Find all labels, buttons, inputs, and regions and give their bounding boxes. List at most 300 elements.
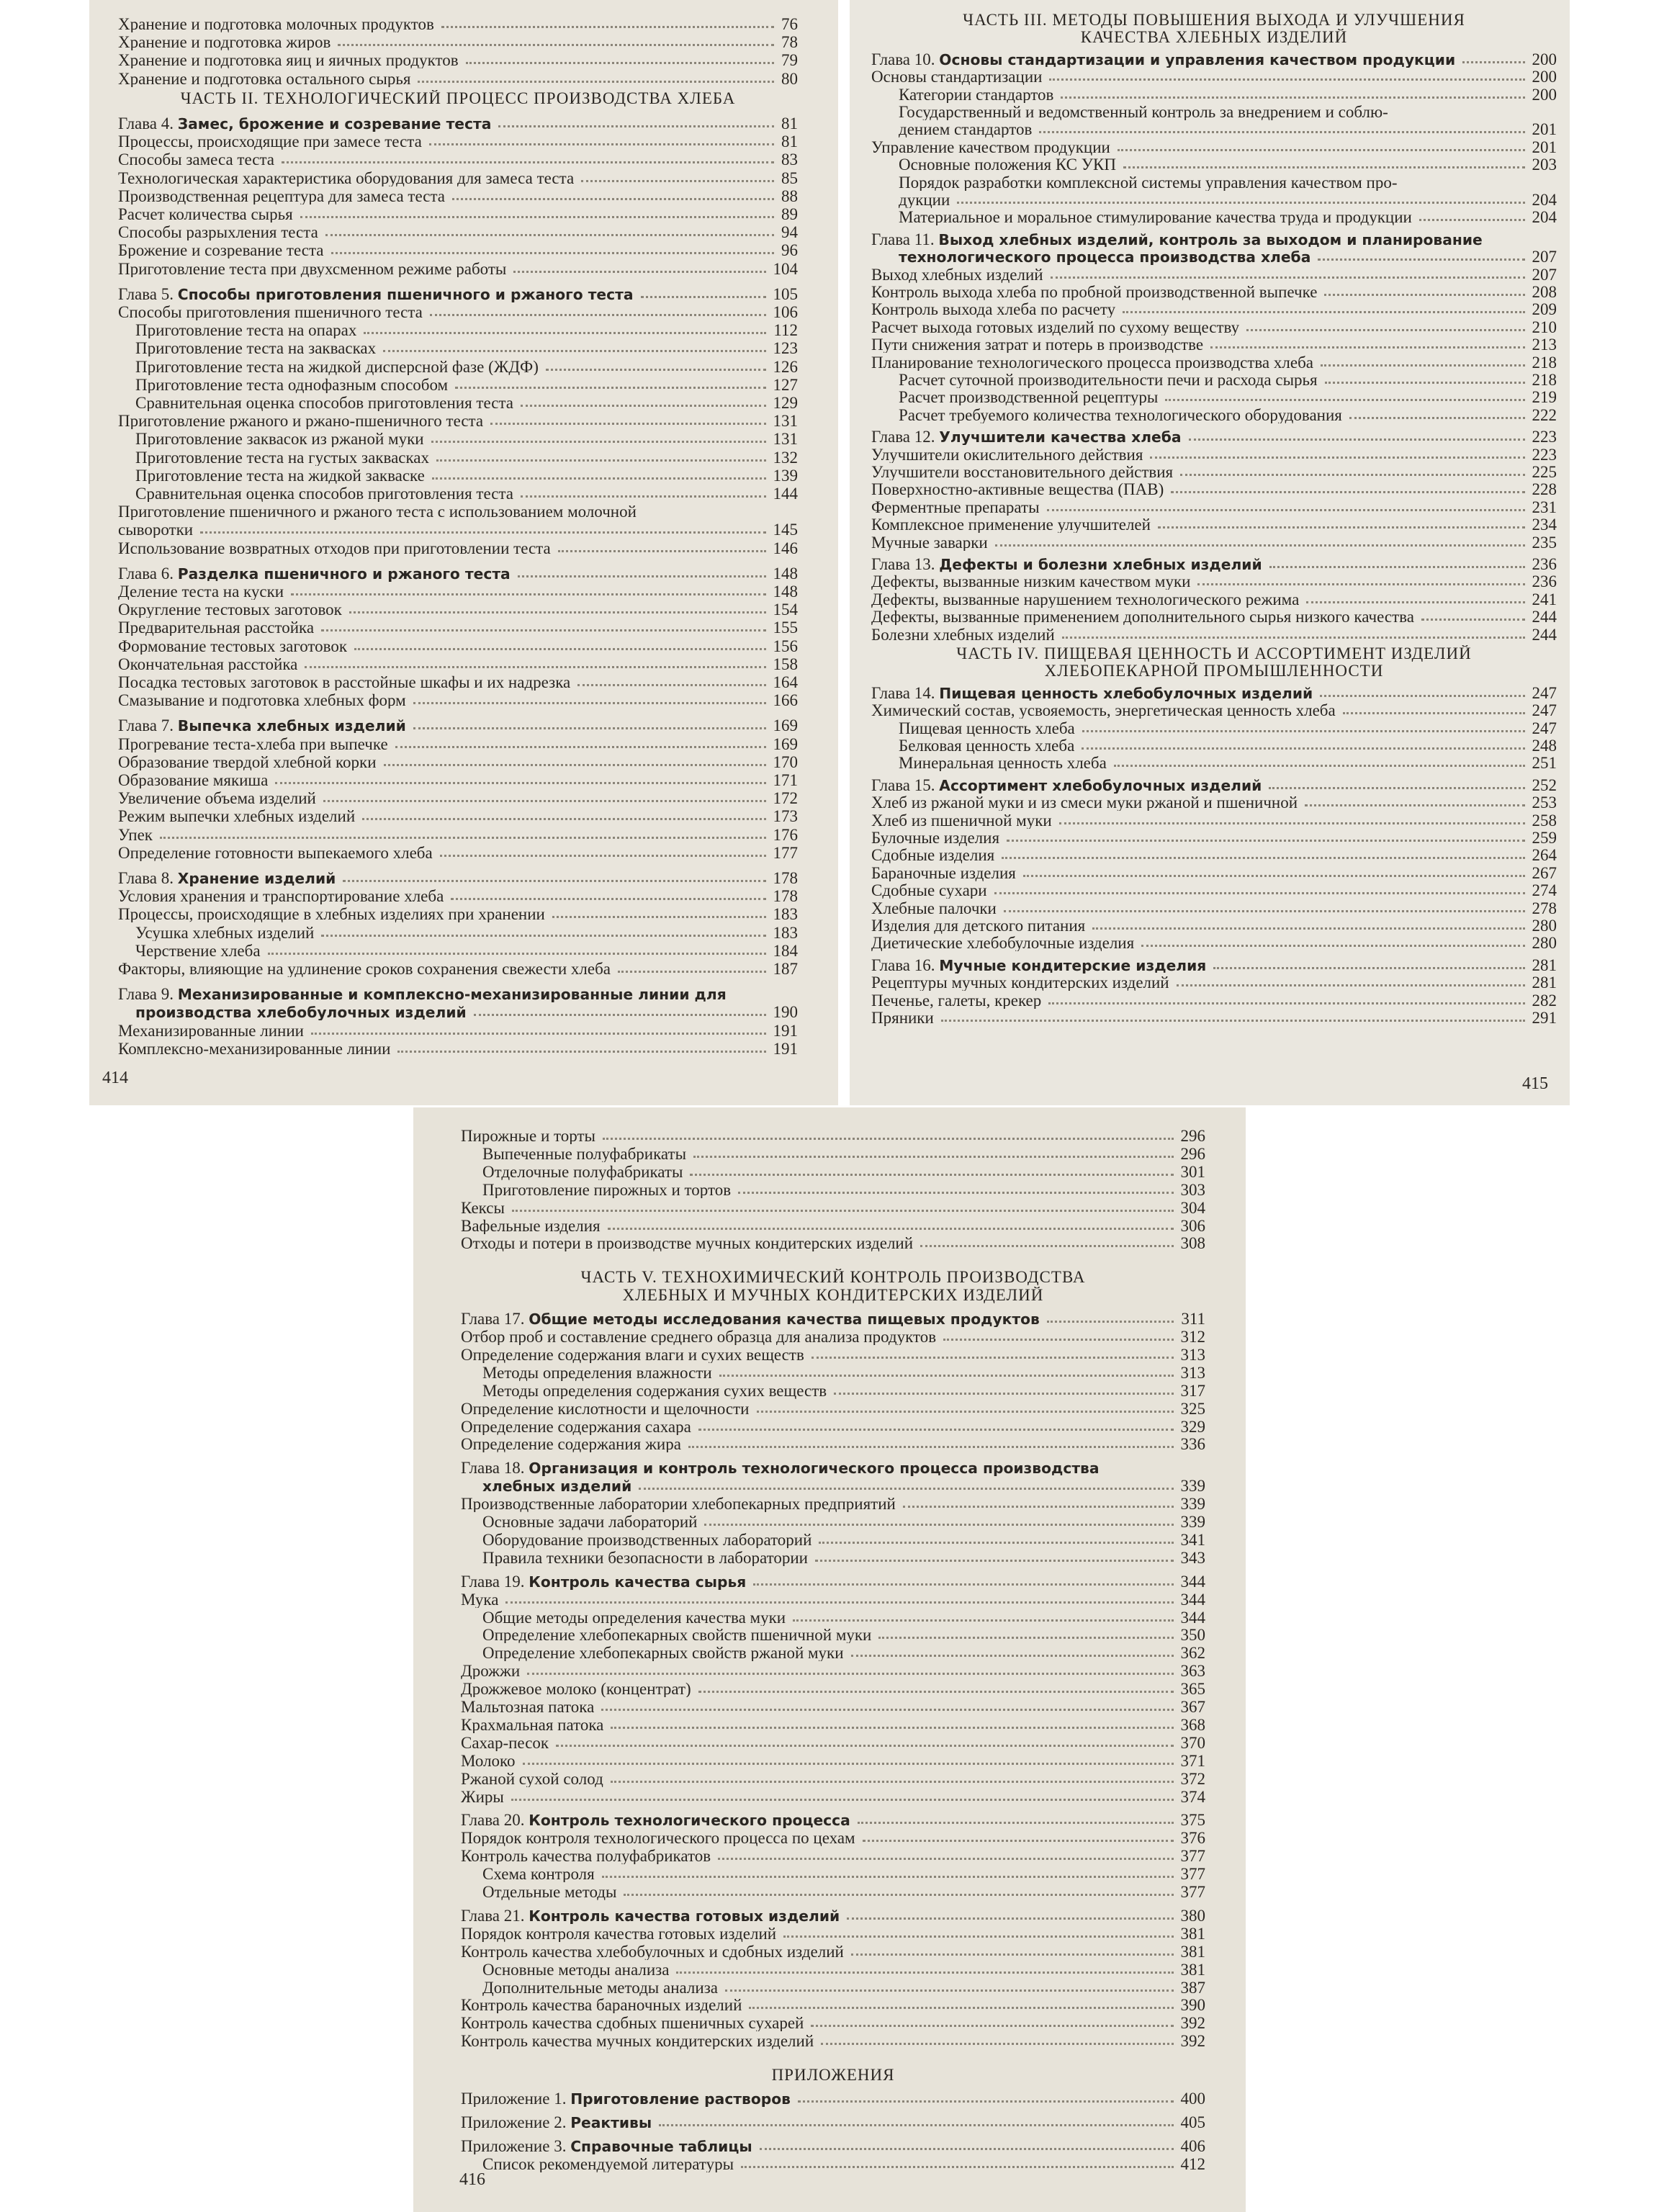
toc-entry xyxy=(135,925,798,941)
entry-title: Факторы, влияющие на удлинение сроков сохранения свежести хлеба xyxy=(118,961,611,977)
dot-leader xyxy=(611,1727,1173,1729)
page-ref: 156 xyxy=(773,637,798,655)
chapter-entry xyxy=(118,286,798,302)
entry-title: Правила техники безопасности в лаборатории xyxy=(482,1549,808,1566)
chapter-label: Приложение 1. xyxy=(461,2090,567,2107)
section-heading xyxy=(461,1269,1205,1285)
entry-title: Отбор проб и составление среднего образца для анализа продуктов xyxy=(461,1328,937,1345)
chapter-label: Глава 11. xyxy=(871,230,935,248)
page-ref: 170 xyxy=(773,752,798,771)
chapter-entry xyxy=(461,2114,1205,2131)
page-ref: 368 xyxy=(1180,1715,1205,1734)
toc-entry xyxy=(871,794,1557,811)
dot-leader xyxy=(1325,382,1525,384)
entry-title: Порядок контроля технологического процесса по цехам xyxy=(461,1830,855,1847)
toc-entry xyxy=(135,395,798,411)
dot-leader xyxy=(160,837,766,839)
dot-leader xyxy=(641,296,766,298)
page-ref: 234 xyxy=(1532,516,1557,534)
entry-title: Вафельные изделия xyxy=(461,1217,601,1234)
dot-leader xyxy=(505,1601,1173,1604)
entry-title xyxy=(135,1004,467,1020)
entry-title: Приготовление ржаного и ржано-пшеничного теста xyxy=(118,413,484,430)
entry-title xyxy=(461,2114,652,2131)
page-ref: 247 xyxy=(1532,701,1557,720)
entry-title: Контроль выхода хлеба по пробной производственной выпечке xyxy=(871,284,1318,300)
dot-leader xyxy=(1189,439,1525,441)
entry-title: Контроль качества бараночных изделий xyxy=(461,1997,742,2014)
toc-entry xyxy=(482,1884,1205,1900)
dot-leader xyxy=(384,764,766,766)
page-ref: 390 xyxy=(1180,1996,1205,2015)
chapter-label: Глава 5. xyxy=(118,285,174,302)
entry-title: ХЛЕБОПЕКАРНОЙ ПРОМЫШЛЕННОСТИ xyxy=(1044,662,1384,680)
page-ref: 336 xyxy=(1180,1435,1205,1454)
page-ref: 387 xyxy=(1180,1978,1205,1997)
toc-entry xyxy=(461,1496,1205,1512)
dot-leader xyxy=(920,1245,1173,1247)
entry-title: Жиры xyxy=(461,1788,504,1805)
entry-title: Печенье, галеты, крекер xyxy=(871,992,1042,1009)
page-ref: 377 xyxy=(1180,1847,1205,1866)
dot-leader xyxy=(1306,601,1524,603)
chapter-label: Глава 7. xyxy=(118,717,174,734)
chapter-title: Способы приготовления пшеничного и ржаного теста xyxy=(177,285,634,302)
dot-leader xyxy=(430,314,766,316)
chapter-title: технологического процесса производства хлеба xyxy=(899,248,1311,266)
page-ref: 344 xyxy=(1180,1572,1205,1591)
page-ref: 218 xyxy=(1532,353,1557,372)
toc-entry xyxy=(135,322,798,338)
toc-entry xyxy=(135,431,798,447)
toc-entry xyxy=(118,656,798,673)
chapter-label: Глава 17. xyxy=(461,1310,525,1328)
entry-title: Методы определения содержания сухих веществ xyxy=(482,1382,827,1399)
toc-entry xyxy=(461,1771,1205,1787)
toc-entry xyxy=(135,485,798,502)
chapter-entry xyxy=(871,556,1557,572)
section-heading xyxy=(118,90,798,107)
page-ref: 207 xyxy=(1532,265,1557,284)
entry-title: Категории стандартов xyxy=(899,86,1054,103)
entry-title xyxy=(118,717,406,734)
entry-title: ЧАСТЬ V. ТЕХНОХИМИЧЕСКИЙ КОНТРОЛЬ ПРОИЗВОДСТВА xyxy=(580,1269,1086,1286)
entry-title: Производственные лаборатории хлебопекарных предприятий xyxy=(461,1496,896,1513)
page-ref: 145 xyxy=(773,521,798,539)
page-ref: 339 xyxy=(1180,1513,1205,1531)
entry-title: ПРИЛОЖЕНИЯ xyxy=(771,2067,895,2084)
dot-leader xyxy=(1419,219,1525,221)
dot-leader xyxy=(268,953,766,955)
dot-leader xyxy=(1269,566,1525,568)
dot-leader xyxy=(878,1637,1173,1639)
page-ref: 281 xyxy=(1532,956,1557,974)
entry-title: Порядок разработки комплексной системы управления качеством про- xyxy=(899,174,1398,191)
toc-entry xyxy=(118,888,798,904)
entry-title: Формование тестовых заготовок xyxy=(118,637,348,655)
dot-leader xyxy=(819,1542,1173,1544)
entry-title: Использование возвратных отходов при приготовлении теста xyxy=(118,539,551,557)
dot-leader xyxy=(466,62,774,64)
toc-entry xyxy=(461,1943,1205,1960)
dot-leader xyxy=(1002,857,1524,859)
dot-leader xyxy=(698,1691,1174,1693)
entry-title xyxy=(461,1573,746,1590)
toc-entry xyxy=(118,503,798,520)
dot-leader xyxy=(1049,78,1524,81)
toc-entry xyxy=(482,1146,1205,1162)
entry-title: Дрожжевое молоко (концентрат) xyxy=(461,1681,691,1698)
entry-title: Усушка хлебных изделий xyxy=(135,924,315,941)
entry-title: Схема контроля xyxy=(482,1866,595,1883)
toc-entry xyxy=(871,464,1557,480)
toc-entry xyxy=(899,407,1557,423)
dot-leader xyxy=(362,818,765,820)
toc-entry xyxy=(871,702,1557,719)
page-ref: 148 xyxy=(773,564,798,583)
dot-leader xyxy=(413,702,766,704)
page-ref: 219 xyxy=(1532,388,1557,407)
chapter-label: Глава 16. xyxy=(871,956,935,974)
entry-title: Расчет требуемого количества технологического оборудования xyxy=(899,406,1342,423)
entry-title: Выход хлебных изделий xyxy=(871,266,1043,283)
page-ref: 187 xyxy=(773,960,798,978)
entry-title: Расчет выхода готовых изделий по сухому веществу xyxy=(871,318,1240,336)
entry-title xyxy=(118,565,511,582)
chapter-entry xyxy=(461,1907,1205,1924)
page-ref: 264 xyxy=(1532,846,1557,865)
toc-entry xyxy=(871,354,1557,371)
toc-entry xyxy=(482,2156,1205,2172)
entry-title xyxy=(871,556,1262,572)
toc-entry xyxy=(899,174,1557,191)
entry-title xyxy=(461,1907,840,1924)
dot-leader xyxy=(1246,329,1524,331)
page-ref: 132 xyxy=(773,448,798,467)
toc-entry xyxy=(899,389,1557,405)
dot-leader xyxy=(418,81,774,83)
toc-entry xyxy=(871,534,1557,551)
page-ref: 208 xyxy=(1532,283,1557,301)
dot-leader xyxy=(811,1357,1174,1359)
toc-entry xyxy=(871,284,1557,300)
toc-entry xyxy=(871,992,1557,1009)
entry-title: Мальтозная патока xyxy=(461,1699,595,1715)
toc-entry xyxy=(871,917,1557,934)
entry-title xyxy=(871,428,1182,445)
page-416 xyxy=(413,1107,1246,2212)
entry-title: Планирование технологического процесса производства хлеба xyxy=(871,354,1313,371)
page-ref: 80 xyxy=(781,69,798,88)
entry-title: Окончательная расстойка xyxy=(118,655,298,673)
entry-title xyxy=(461,2138,752,2154)
entry-title: Брожение и созревание теста xyxy=(118,242,324,259)
toc-entry xyxy=(135,377,798,393)
toc-entry xyxy=(135,359,798,375)
page-ref: 350 xyxy=(1180,1626,1205,1645)
page-ref: 173 xyxy=(773,807,798,826)
chapter-label: Глава 18. xyxy=(461,1460,525,1477)
dot-leader xyxy=(834,1393,1173,1395)
entry-title: Управление качеством продукции xyxy=(871,138,1110,156)
page-ref: 258 xyxy=(1532,811,1557,830)
entry-title: Способы приготовления пшеничного теста xyxy=(118,304,423,320)
toc-entry xyxy=(118,906,798,922)
page-ref: 325 xyxy=(1180,1399,1205,1418)
dot-leader xyxy=(440,855,766,857)
entry-title: Сахар-песок xyxy=(461,1734,549,1751)
page-ref: 76 xyxy=(781,15,798,33)
dot-leader xyxy=(1114,765,1525,767)
entry-title: Приготовление теста однофазным способом xyxy=(135,376,449,393)
entry-title: Основные методы анализа xyxy=(482,1961,670,1978)
toc-entry xyxy=(135,943,798,959)
dot-leader xyxy=(1305,804,1524,806)
dot-leader xyxy=(1082,730,1525,732)
chapter-entry xyxy=(871,685,1557,701)
toc-entry xyxy=(899,86,1557,103)
entry-title: Способы разрыхления теста xyxy=(118,224,318,241)
dot-leader xyxy=(1118,149,1525,151)
dot-leader xyxy=(432,477,766,480)
chapter-title: производства хлебобулочных изделий xyxy=(135,1004,467,1021)
entry-title: Отходы и потери в производстве мучных кондитерских изделий xyxy=(461,1235,914,1252)
page-ref: 280 xyxy=(1532,934,1557,953)
toc-entry xyxy=(118,540,798,557)
dot-leader xyxy=(349,611,766,613)
entry-title xyxy=(461,1310,1040,1327)
page-ref: 178 xyxy=(773,887,798,906)
entry-title: Условия хранения и транспортирование хлеба xyxy=(118,888,444,905)
dot-leader xyxy=(639,1488,1173,1490)
page-ref: 371 xyxy=(1180,1751,1205,1770)
dot-leader xyxy=(863,1840,1174,1842)
page-ref: 296 xyxy=(1180,1144,1205,1163)
entry-title: Приготовление теста на заквасках xyxy=(135,340,377,357)
entry-title: Диетические хлебобулочные изделия xyxy=(871,935,1135,952)
toc-entry xyxy=(118,961,798,977)
page-ref: 78 xyxy=(781,33,798,52)
toc-entry xyxy=(871,499,1557,516)
entry-title xyxy=(118,986,727,1002)
toc-entry xyxy=(482,1609,1205,1626)
entry-title: Минеральная ценность хлеба xyxy=(899,755,1107,772)
page-ref: 191 xyxy=(773,1021,798,1040)
page-ref: 154 xyxy=(773,601,798,619)
page-ref: 106 xyxy=(773,303,798,321)
toc-entry xyxy=(871,446,1557,463)
toc-entry xyxy=(871,865,1557,881)
page-ref: 127 xyxy=(773,375,798,394)
chapter-title: Общие методы исследования качества пищевых продуктов xyxy=(529,1310,1040,1328)
dot-leader xyxy=(1047,509,1525,511)
dot-leader xyxy=(300,216,774,218)
entry-title: Процессы, происходящие в хлебных изделиях при хранении xyxy=(118,906,545,923)
chapter-entry xyxy=(461,2138,1205,2154)
page-ref: 204 xyxy=(1532,208,1557,227)
entry-title: Хлебные палочки xyxy=(871,899,997,917)
entry-title: Приготовление теста на жидкой закваске xyxy=(135,467,425,484)
dot-leader xyxy=(941,1020,1525,1022)
entry-title: Определение содержания сахара xyxy=(461,1418,691,1435)
entry-title: Улучшители окислительного действия xyxy=(871,446,1143,463)
toc-entry xyxy=(461,1328,1205,1345)
dot-leader xyxy=(821,2043,1173,2045)
entry-title: Определение содержания жира xyxy=(461,1436,681,1453)
chapter-entry xyxy=(871,777,1557,793)
entry-title: Мука xyxy=(461,1591,499,1608)
entry-title: Способы замеса теста xyxy=(118,151,274,168)
page-ref: 377 xyxy=(1180,1865,1205,1884)
chapter-label: Глава 19. xyxy=(461,1573,525,1590)
toc-entry xyxy=(118,242,798,258)
dot-leader xyxy=(1047,1321,1174,1323)
page-ref: 317 xyxy=(1180,1381,1205,1400)
dot-leader xyxy=(608,1228,1174,1230)
page-ref: 236 xyxy=(1532,555,1557,573)
dot-leader xyxy=(957,202,1524,204)
toc-entry xyxy=(118,674,798,691)
toc-entry xyxy=(118,845,798,861)
page-ref: 164 xyxy=(773,673,798,691)
page-number: 414 xyxy=(102,1069,128,1087)
page-ref: 81 xyxy=(781,132,798,151)
entry-title: Приготовление пирожных и тортов xyxy=(482,1181,732,1198)
chapter-entry xyxy=(461,1460,1205,1476)
dot-leader xyxy=(200,531,765,534)
dot-leader xyxy=(1023,875,1525,877)
entry-title: Материальное и моральное стимулирование качества труда и продукции xyxy=(899,209,1412,226)
entry-title: сыворотки xyxy=(118,521,194,539)
toc-entry xyxy=(482,1182,1205,1198)
page-ref: 372 xyxy=(1180,1769,1205,1788)
dot-leader xyxy=(1324,294,1524,296)
entry-title: Поверхностно-активные вещества (ПАВ) xyxy=(871,481,1164,498)
entry-title: Сравнительная оценка способов приготовления теста xyxy=(135,485,514,502)
page-ref: 244 xyxy=(1532,625,1557,644)
dot-leader xyxy=(1462,61,1524,63)
toc-entry xyxy=(118,521,798,538)
dot-leader xyxy=(847,1917,1173,1920)
page-ref: 223 xyxy=(1532,445,1557,464)
toc-entry xyxy=(482,1382,1205,1399)
entry-title: Режим выпечки хлебных изделий xyxy=(118,808,356,825)
page-ref: 259 xyxy=(1532,829,1557,847)
page-ref: 274 xyxy=(1532,881,1557,900)
dot-leader xyxy=(1165,399,1524,401)
entry-title: Булочные изделия xyxy=(871,830,1000,846)
entry-title xyxy=(871,51,1455,68)
toc-entry xyxy=(899,209,1557,225)
page-ref: 190 xyxy=(773,1003,798,1022)
page-ref: 363 xyxy=(1180,1662,1205,1681)
dot-leader xyxy=(321,629,765,631)
entry-title: Основные задачи лабораторий xyxy=(482,1514,698,1530)
page-ref: 123 xyxy=(773,339,798,358)
entry-title: Комплексно-механизированные линии xyxy=(118,1040,391,1057)
chapter-label: Глава 6. xyxy=(118,565,174,582)
dot-leader xyxy=(749,2007,1173,2009)
dot-leader xyxy=(577,684,765,686)
entry-title xyxy=(118,870,336,886)
page-ref: 131 xyxy=(773,412,798,431)
page-ref: 169 xyxy=(773,734,798,753)
entry-title: Образование мякиша xyxy=(118,772,269,788)
toc-entry xyxy=(135,340,798,356)
page-ref: 381 xyxy=(1180,1942,1205,1961)
page-ref: 83 xyxy=(781,150,798,169)
page-ref: 178 xyxy=(773,869,798,887)
toc-entry xyxy=(118,827,798,843)
page-ref: 177 xyxy=(773,843,798,862)
chapter-label: Глава 20. xyxy=(461,1812,525,1829)
dot-leader xyxy=(331,252,775,254)
dot-leader xyxy=(602,1876,1174,1878)
dot-leader xyxy=(1180,474,1524,476)
chapter-title: Ассортимент хлебобулочных изделий xyxy=(939,776,1262,793)
chapter-title: Контроль качества сырья xyxy=(529,1573,747,1590)
dot-leader xyxy=(851,1655,1174,1657)
dot-leader xyxy=(1092,927,1524,930)
entry-title: Пряники xyxy=(871,1010,934,1026)
entry-title: Изделия для детского питания xyxy=(871,917,1086,934)
page-ref: 85 xyxy=(781,168,798,187)
page-ref: 344 xyxy=(1180,1608,1205,1627)
toc-entry xyxy=(461,1830,1205,1846)
entry-title: Дефекты, вызванные нарушением технологического режима xyxy=(871,590,1300,608)
toc-entry xyxy=(871,935,1557,951)
entry-title xyxy=(461,2090,791,2107)
entry-title xyxy=(871,685,1313,701)
page-ref: 376 xyxy=(1180,1829,1205,1848)
entry-title: Приготовление заквасок из ржаной муки xyxy=(135,431,424,448)
page-414 xyxy=(89,0,838,1105)
dot-leader xyxy=(995,544,1525,547)
dot-leader xyxy=(1158,526,1525,529)
toc-entry xyxy=(871,847,1557,863)
chapter-title: Замес, брожение и созревание теста xyxy=(177,115,492,132)
chapter-title: Хранение изделий xyxy=(177,870,336,886)
dot-leader xyxy=(1061,96,1524,99)
dot-leader xyxy=(858,1822,1174,1824)
page-ref: 291 xyxy=(1532,1009,1557,1027)
dot-leader xyxy=(1171,491,1524,493)
entry-title: Увеличение объема изделий xyxy=(118,790,316,807)
entry-title: Болезни хлебных изделий xyxy=(871,626,1055,643)
dot-leader xyxy=(601,1709,1173,1711)
toc-entry xyxy=(118,1022,798,1039)
page-ref: 176 xyxy=(773,825,798,844)
dot-leader xyxy=(546,369,766,371)
page-ref: 131 xyxy=(773,430,798,449)
dot-leader xyxy=(527,1673,1173,1675)
dot-leader xyxy=(1051,276,1525,279)
dot-leader xyxy=(1210,346,1524,349)
entry-title: Хранение и подготовка остального сырья xyxy=(118,70,411,87)
toc-entry xyxy=(461,1789,1205,1805)
page-ref: 362 xyxy=(1180,1644,1205,1663)
page-ref: 253 xyxy=(1532,793,1557,812)
dot-leader xyxy=(851,1954,1174,1956)
entry-title: Химический состав, усвояемость, энергетическая ценность хлеба xyxy=(871,702,1336,719)
toc-entry xyxy=(118,754,798,770)
toc-entry xyxy=(461,1663,1205,1679)
dot-leader xyxy=(282,161,774,163)
dot-leader xyxy=(1177,984,1525,986)
chapter-entry xyxy=(871,51,1557,68)
page-ref: 225 xyxy=(1532,463,1557,481)
page-ref: 281 xyxy=(1532,974,1557,992)
